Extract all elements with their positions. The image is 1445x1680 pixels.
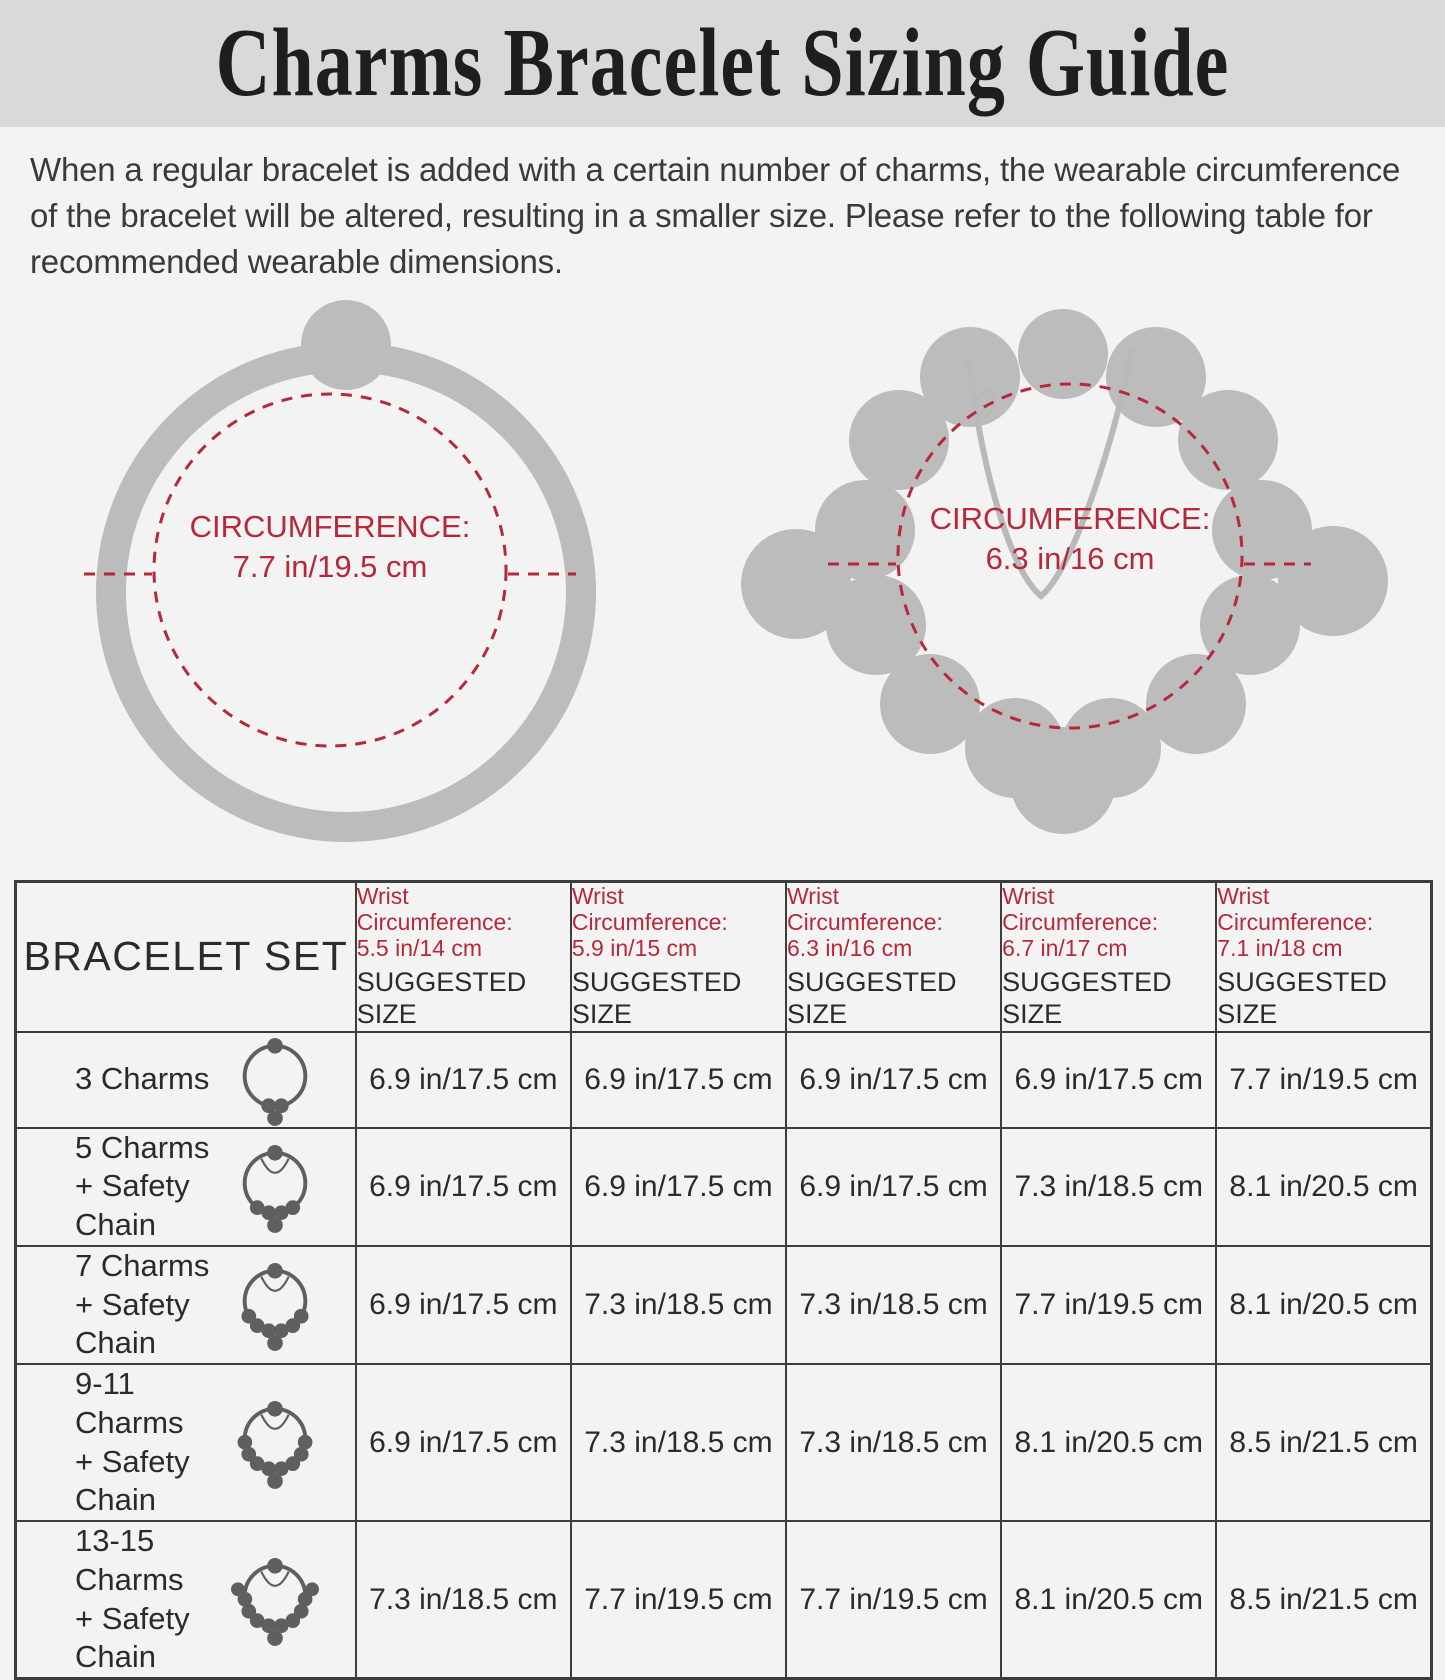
wrist-circumference-label: Wrist Circumference:	[1217, 882, 1374, 935]
table-row	[16, 1364, 1432, 1521]
row-label-line2: + Safety Chain	[75, 1286, 190, 1361]
table-row	[16, 1521, 1432, 1679]
row-header-13-15-charms	[16, 1521, 356, 1679]
bracelet-3-charms-icon	[229, 1033, 321, 1127]
suggested-size-label: SUGGESTED SIZE	[1217, 966, 1387, 1030]
row-header-3-charms	[16, 1032, 356, 1128]
size-cell: 7.7 in/19.5 cm	[786, 1521, 1001, 1679]
size-cell: 7.3 in/18.5 cm	[786, 1364, 1001, 1521]
size-cell: 7.7 in/19.5 cm	[571, 1521, 786, 1679]
column-header-wrist-15	[571, 881, 786, 1032]
circumference-value: 7.7 in/19.5 cm	[232, 548, 428, 584]
wrist-circumference-label: Wrist Circumference:	[356, 882, 513, 935]
suggested-size-label: SUGGESTED SIZE	[1002, 966, 1172, 1030]
size-cell: 6.9 in/17.5 cm	[356, 1246, 571, 1364]
size-cell: 8.5 in/21.5 cm	[1216, 1521, 1431, 1679]
suggested-size-label: SUGGESTED SIZE	[356, 966, 527, 1030]
size-cell: 6.9 in/17.5 cm	[1001, 1032, 1216, 1128]
wrist-size-value: 6.7 in/17 cm	[1002, 935, 1128, 962]
size-cell: 7.7 in/19.5 cm	[1216, 1032, 1431, 1128]
row-label-line2: + Safety Chain	[75, 1443, 190, 1518]
wrist-size-value: 7.1 in/18 cm	[1217, 935, 1343, 962]
column-header-wrist-17	[1001, 881, 1216, 1032]
illustration-section	[0, 286, 1445, 866]
row-label-line1: 9-11 Charms	[75, 1366, 184, 1440]
circumference-annotation	[870, 499, 1270, 579]
size-cell: 8.1 in/20.5 cm	[1001, 1364, 1216, 1521]
circumference-label: CIRCUMFERENCE:	[189, 508, 471, 544]
size-cell: 7.7 in/19.5 cm	[1001, 1246, 1216, 1364]
circumference-annotation	[130, 507, 530, 587]
size-cell: 6.9 in/17.5 cm	[356, 1032, 571, 1128]
size-cell: 8.1 in/20.5 cm	[1216, 1246, 1431, 1364]
size-cell: 6.9 in/17.5 cm	[571, 1032, 786, 1128]
row-label-line1: 3 Charms	[75, 1061, 210, 1097]
intro-paragraph: When a regular bracelet is added with a certain number of charms, the wearable circumference of the bracelet will be altered, resulting in a smaller size. Please refer to the following table for recommended wearable dimensions.	[30, 151, 1401, 281]
column-header-wrist-18	[1216, 881, 1431, 1032]
row-label-line2: + Safety Chain	[75, 1600, 190, 1675]
wrist-circumference-label: Wrist Circumference:	[571, 882, 728, 935]
bracelet-9-11-charms-safety-chain-icon	[229, 1396, 321, 1490]
size-cell: 7.3 in/18.5 cm	[1001, 1128, 1216, 1246]
table-header-row	[16, 881, 1432, 1032]
plain-bracelet-illustration	[40, 292, 680, 852]
sizing-table	[14, 880, 1433, 1680]
row-label-line1: 5 Charms	[75, 1129, 210, 1165]
size-cell: 7.3 in/18.5 cm	[571, 1246, 786, 1364]
size-cell: 7.3 in/18.5 cm	[786, 1246, 1001, 1364]
title-banner	[0, 0, 1445, 127]
size-cell: 6.9 in/17.5 cm	[786, 1128, 1001, 1246]
row-label-line2: + Safety Chain	[75, 1168, 190, 1243]
row-label	[17, 1522, 229, 1677]
circumference-label: CIRCUMFERENCE:	[929, 500, 1211, 536]
suggested-size-label: SUGGESTED SIZE	[571, 966, 742, 1030]
suggested-size-label: SUGGESTED SIZE	[787, 966, 957, 1030]
wrist-size-value: 5.9 in/15 cm	[571, 935, 698, 962]
bracelet-set-header: BRACELET SET	[16, 881, 356, 1032]
wrist-circumference-label: Wrist Circumference:	[787, 882, 943, 935]
size-cell: 8.1 in/20.5 cm	[1001, 1521, 1216, 1679]
wrist-circumference-label: Wrist Circumference:	[1002, 882, 1159, 935]
row-label	[17, 1129, 229, 1245]
size-cell: 8.1 in/20.5 cm	[1216, 1128, 1431, 1246]
column-header-wrist-16	[786, 881, 1001, 1032]
size-cell: 7.3 in/18.5 cm	[356, 1521, 571, 1679]
size-cell: 6.9 in/17.5 cm	[786, 1032, 1001, 1128]
row-header-9-11-charms	[16, 1364, 356, 1521]
size-cell: 6.9 in/17.5 cm	[571, 1128, 786, 1246]
row-label-line1: 7 Charms	[75, 1247, 210, 1283]
column-header-wrist-14	[356, 881, 571, 1032]
row-header-7-charms	[16, 1246, 356, 1364]
size-cell: 6.9 in/17.5 cm	[356, 1128, 571, 1246]
bracelet-5-charms-safety-chain-icon	[229, 1140, 321, 1234]
bracelet-13-15-charms-safety-chain-icon	[229, 1553, 321, 1647]
size-cell: 7.3 in/18.5 cm	[571, 1364, 786, 1521]
row-label-line1: 13-15 Charms	[75, 1523, 184, 1597]
page-title: Charms Bracelet Sizing Guide	[215, 9, 1230, 117]
size-cell: 8.5 in/21.5 cm	[1216, 1364, 1431, 1521]
row-header-5-charms	[16, 1128, 356, 1246]
row-label	[17, 1247, 229, 1363]
bracelet-7-charms-safety-chain-icon	[229, 1258, 321, 1352]
circumference-value: 6.3 in/16 cm	[985, 540, 1155, 576]
wrist-size-value: 6.3 in/16 cm	[787, 935, 913, 962]
table-row	[16, 1246, 1432, 1364]
row-label	[17, 1365, 229, 1520]
charm-bracelet-illustration	[733, 284, 1443, 844]
wrist-size-value: 5.5 in/14 cm	[356, 935, 483, 962]
size-cell: 6.9 in/17.5 cm	[356, 1364, 571, 1521]
table-row	[16, 1032, 1432, 1128]
row-label	[17, 1060, 229, 1099]
table-row	[16, 1128, 1432, 1246]
